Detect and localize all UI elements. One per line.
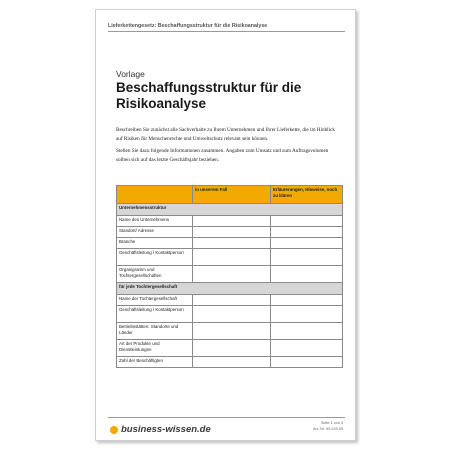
table-row — [117, 216, 343, 227]
section-row-subsidiary — [117, 283, 343, 295]
notes-cell[interactable] — [271, 357, 343, 368]
row-label: Geschäftsleitung / Kontaktperson — [117, 306, 193, 323]
row-label: Name des Unternehmens — [117, 216, 193, 227]
row-label: Branche — [117, 238, 193, 249]
notes-cell[interactable] — [271, 238, 343, 249]
answer-cell[interactable] — [193, 249, 271, 266]
section-label: Unternehmensstruktur — [117, 204, 343, 216]
table-row — [117, 306, 343, 323]
row-label: Geschäftsleitung / Kontaktperson — [117, 249, 193, 266]
notes-cell[interactable] — [271, 295, 343, 306]
notes-cell[interactable] — [271, 216, 343, 227]
row-label: Zahl der Beschäftigten — [117, 357, 193, 368]
answer-cell[interactable] — [193, 266, 271, 283]
table-row — [117, 238, 343, 249]
answer-cell[interactable] — [193, 357, 271, 368]
row-label: Name der Tochtergesellschaft — [117, 295, 193, 306]
procurement-table — [116, 185, 343, 368]
page-number: Seite 1 von 3 — [320, 421, 343, 425]
notes-cell[interactable] — [271, 323, 343, 340]
notes-cell[interactable] — [271, 227, 343, 238]
notes-cell[interactable] — [271, 340, 343, 357]
answer-cell[interactable] — [193, 227, 271, 238]
table-row — [117, 357, 343, 368]
answer-cell[interactable] — [193, 295, 271, 306]
article-number: Art.-Nr. 99.243.05 — [313, 426, 343, 431]
answer-cell[interactable] — [193, 216, 271, 227]
answer-cell[interactable] — [193, 238, 271, 249]
brand-logo — [110, 424, 211, 435]
intro-text — [116, 126, 338, 169]
intro-paragraph-1: Beschreiben Sie zunächst alle Sachverhalte zu Ihrem Unternehmen und Ihrer Lieferkette, die im Hinblick auf Risiken für Menschenrechte und Umweltschutz relevant sein können. — [116, 127, 335, 142]
header-divider — [108, 31, 345, 32]
header-cell-notes: Erläuterungen, Hinweise, noch zu klären — [271, 186, 343, 204]
row-label: Organigramm und Tochtergesellschaften — [117, 266, 193, 283]
row-label: Art der Produkte und Dienstleistungen — [117, 340, 193, 357]
document-title: Beschaffungsstruktur für die Risikoanalyse — [116, 80, 302, 111]
answer-cell[interactable] — [193, 323, 271, 340]
intro-paragraph-2: Stellen Sie dazu folgende Informationen zusammen. Angaben zum Umsatz und zum Auftragsvolumen sollten sich auf das letzte Geschäftsjahr beziehen. — [116, 148, 329, 164]
row-label: Betriebsstätten: Standorte und Länder — [117, 323, 193, 340]
running-header: Lieferkettengesetz: Beschaffungsstruktur für die Risikoanalyse — [108, 23, 268, 29]
table-row — [117, 266, 343, 283]
table-header-row — [117, 186, 343, 204]
page-info — [313, 421, 343, 432]
table-row — [117, 340, 343, 357]
row-label: Standort/ Adresse — [117, 227, 193, 238]
logo-dot-icon — [110, 426, 118, 434]
answer-cell[interactable] — [193, 340, 271, 357]
notes-cell[interactable] — [271, 249, 343, 266]
logo-text: business-wissen.de — [121, 424, 211, 435]
footer-divider — [108, 417, 345, 418]
table-row — [117, 323, 343, 340]
table-row — [117, 295, 343, 306]
section-label: für jede Tochtergesellschaft — [117, 283, 343, 295]
table-row — [117, 227, 343, 238]
document-kicker: Vorlage — [116, 69, 145, 79]
table-row — [117, 249, 343, 266]
document-page — [95, 9, 356, 441]
notes-cell[interactable] — [271, 266, 343, 283]
notes-cell[interactable] — [271, 306, 343, 323]
header-cell-empty — [117, 186, 193, 204]
header-cell-our-case: in unserem Fall — [193, 186, 271, 204]
answer-cell[interactable] — [193, 306, 271, 323]
section-row-company — [117, 204, 343, 216]
